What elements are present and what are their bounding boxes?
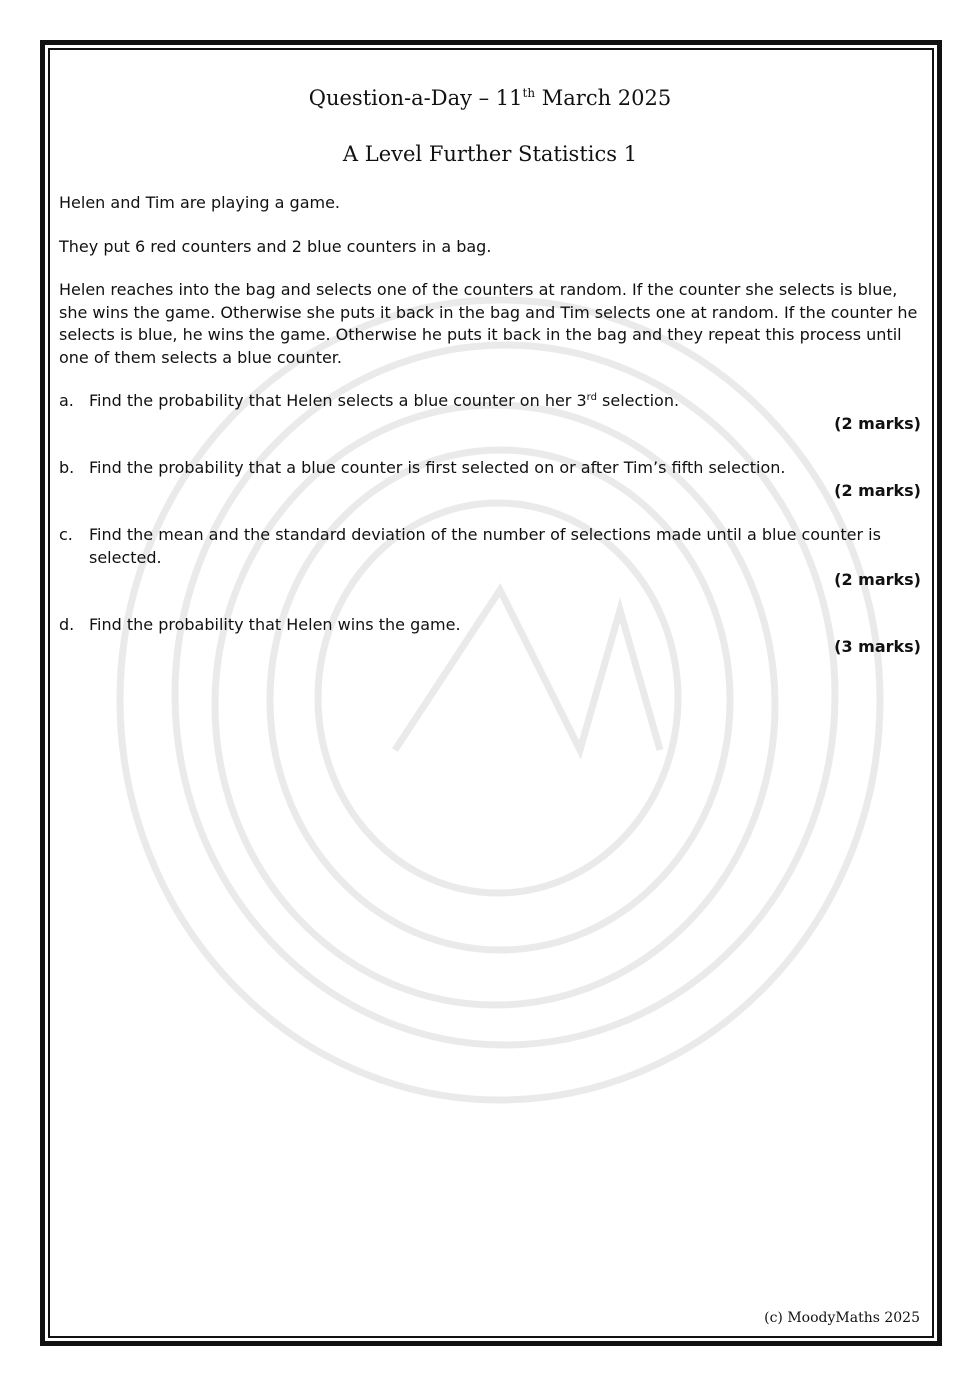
question-text: Find the probability that Helen selects a blue counter on her 3rd selection. (89, 391, 680, 410)
page-subtitle: A Level Further Statistics 1 (342, 142, 638, 166)
copyright-footer: (c) MoodyMaths 2025 (764, 1310, 920, 1326)
question-c (59, 524, 921, 569)
intro-paragraph-3: Helen reaches into the bag and selects one of the counters at random. If the counter she selects is blue, she wins the game. Otherwise she puts it back in the bag and Tim selects one at random. If the counter he selects is blue, he wins the game. Otherwise he puts it back in the bag and they repeat this process until one of them selects a blue counter. (59, 280, 918, 367)
intro-paragraph-1: Helen and Tim are playing a game. (59, 193, 341, 212)
question-d (59, 614, 921, 637)
question-a (59, 390, 921, 413)
question-letter: a. (59, 391, 74, 410)
page-title: Question-a-Day – 11th March 2025 (308, 86, 672, 110)
intro-paragraph-2: They put 6 red counters and 2 blue counters in a bag. (59, 236, 492, 256)
question-letter: d. (59, 614, 75, 634)
question-text: Find the mean and the standard deviation of the number of selections made until a blue counter is selected. (89, 525, 881, 567)
question-d-marks: (3 marks) (834, 637, 921, 656)
worksheet-content (59, 80, 921, 659)
question-letter: b. (59, 458, 75, 477)
question-b (59, 457, 921, 480)
question-c-marks: (2 marks) (834, 570, 921, 589)
question-letter: c. (59, 525, 73, 544)
question-a-marks: (2 marks) (834, 413, 921, 433)
question-text: Find the probability that a blue counter is first selected on or after Tim’s fifth selection. (89, 458, 786, 477)
question-b-marks: (2 marks) (834, 480, 921, 500)
question-text: Find the probability that Helen wins the game. (89, 614, 461, 634)
